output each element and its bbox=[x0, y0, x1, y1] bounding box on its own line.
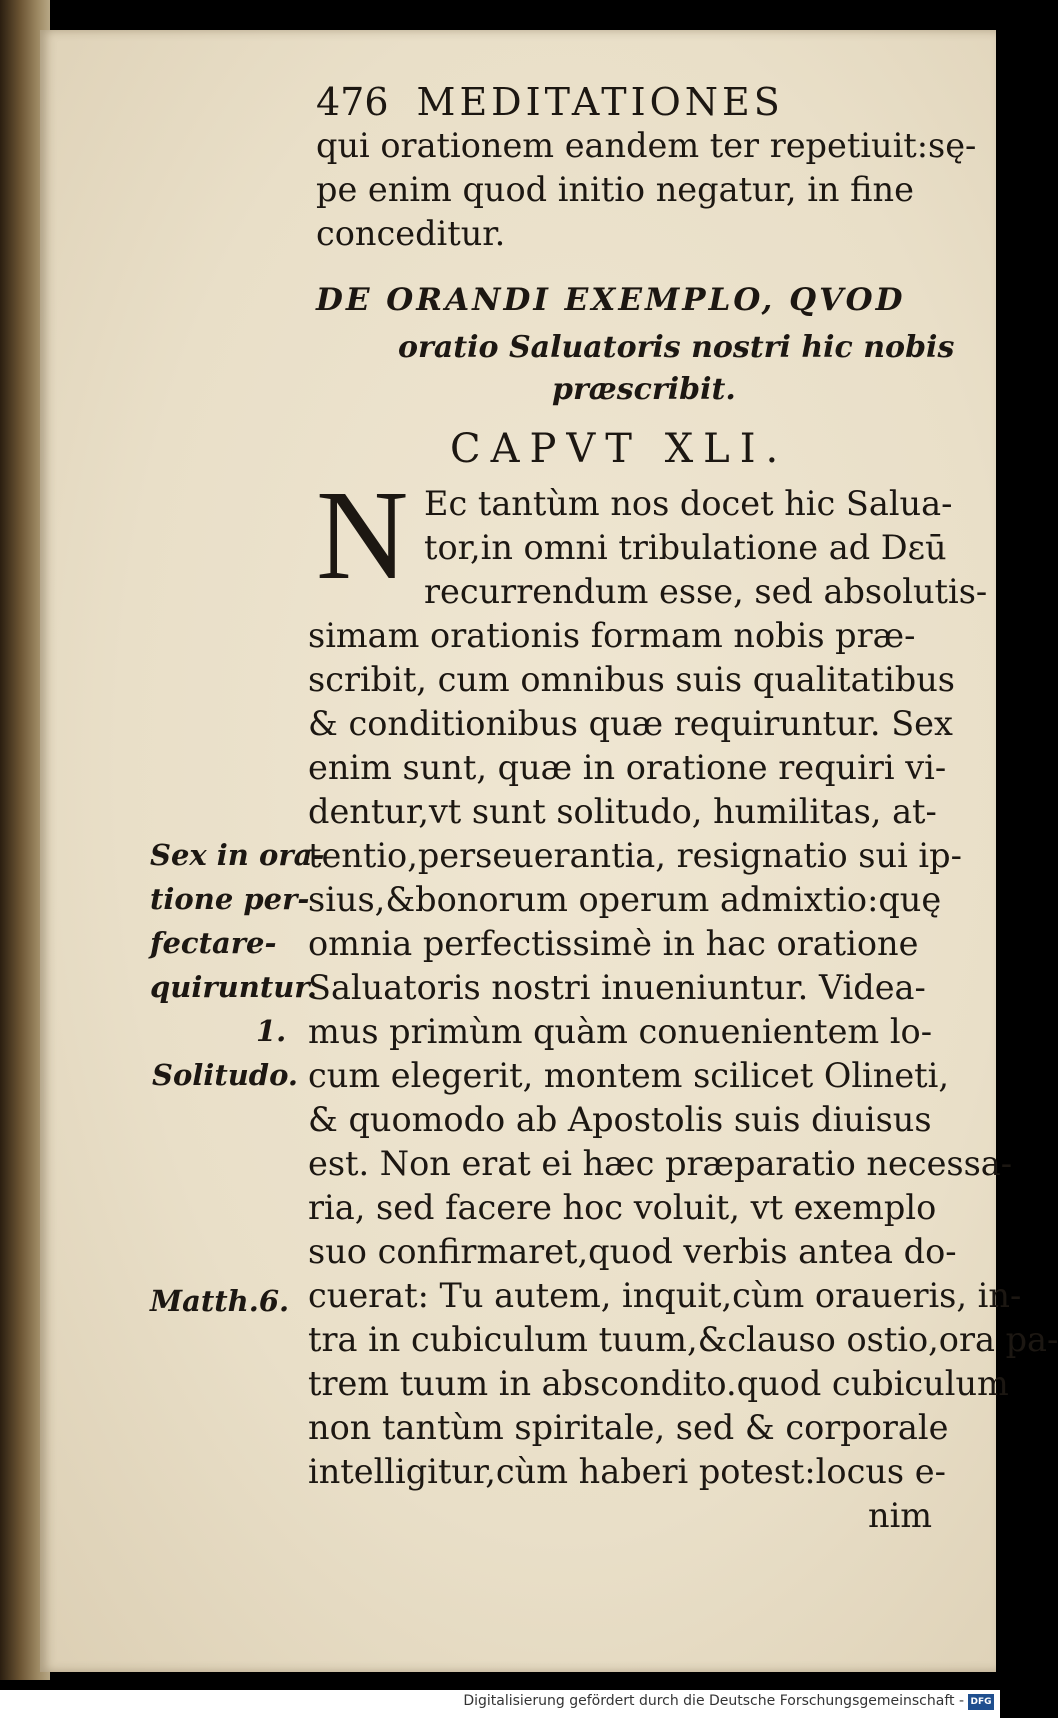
text-line: non tantùm spiritale, sed & corporale bbox=[308, 1408, 949, 1447]
margin-note: fectare- bbox=[150, 926, 277, 960]
margin-note: tione per- bbox=[150, 882, 310, 916]
text-line: cum elegerit, montem scilicet Olineti, bbox=[308, 1056, 949, 1095]
text-line: intelligitur,cùm haberi potest:locus e- bbox=[308, 1452, 946, 1491]
section-title-line: præscribit. bbox=[552, 372, 736, 407]
page-number: 476 bbox=[316, 80, 389, 124]
text-line: Saluatoris nostri inueniuntur. Videa- bbox=[308, 968, 926, 1007]
text-line: qui orationem eandem ter repetiuit:sę- bbox=[316, 126, 977, 165]
margin-numeral: 1. bbox=[256, 1014, 287, 1048]
text-line: Ec tantùm nos docet hic Salua- bbox=[424, 484, 953, 523]
text-line: & quomodo ab Apostolis suis diuisus bbox=[308, 1100, 932, 1139]
margin-note: quiruntur. bbox=[150, 970, 318, 1004]
text-line: enim sunt, quæ in oratione requiri vi- bbox=[308, 748, 947, 787]
drop-cap: N bbox=[316, 464, 409, 606]
text-line: tra in cubiculum tuum,&clauso ostio,ora pa- bbox=[308, 1320, 1058, 1359]
text-line: nim bbox=[868, 1496, 933, 1535]
text-line: conceditur. bbox=[316, 214, 506, 253]
text-line: mus primùm quàm conuenientem lo- bbox=[308, 1012, 933, 1051]
text-line: recurrendum esse, sed absolutis- bbox=[424, 572, 988, 611]
text-line: simam orationis formam nobis præ- bbox=[308, 616, 916, 655]
chapter-heading: CAPVT XLI. bbox=[450, 426, 789, 472]
text-line: tor,in omni tribulatione ad Dεū bbox=[424, 528, 947, 567]
text-line: ria, sed facere hoc voluit, vt exemplo bbox=[308, 1188, 937, 1227]
text-line: est. Non erat ei hæc præparatio necessa- bbox=[308, 1144, 1013, 1183]
margin-reference: Matth.6. bbox=[150, 1284, 290, 1318]
margin-note-solitudo: Solitudo. bbox=[152, 1058, 299, 1092]
text-line: dentur,vt sunt solitudo, humilitas, at- bbox=[308, 792, 937, 831]
text-line: pe enim quod initio negatur, in fine bbox=[316, 170, 914, 209]
dfg-logo-icon: DFG bbox=[968, 1694, 994, 1710]
text-line: sius,&bonorum operum admixtio:quę bbox=[308, 880, 942, 919]
text-line: suo confirmaret,quod verbis antea do- bbox=[308, 1232, 957, 1271]
text-line: scribit, cum omnibus suis qualitatibus bbox=[308, 660, 956, 699]
text-line: omnia perfectissimè in hac oratione bbox=[308, 924, 919, 963]
text-line: trem tuum in abscondito.quod cubiculum bbox=[308, 1364, 1009, 1403]
footer-credit: Digitalisierung gefördert durch die Deutsche Forschungsgemeinschaft - bbox=[463, 1693, 964, 1709]
text-line: tentio,perseuerantia, resignatio sui ip- bbox=[308, 836, 962, 875]
running-title: MEDITATIONES bbox=[416, 80, 784, 124]
text-line: cuerat: Tu autem, inquit,cùm oraueris, in- bbox=[308, 1276, 1022, 1315]
text-line: & conditionibus quæ requiruntur. Sex bbox=[308, 704, 953, 743]
section-title-line: oratio Saluatoris nostri hic nobis bbox=[398, 330, 955, 365]
section-title-line: DE ORANDI EXEMPLO, QVOD bbox=[316, 282, 906, 318]
margin-note: Sex in ora- bbox=[150, 838, 325, 872]
